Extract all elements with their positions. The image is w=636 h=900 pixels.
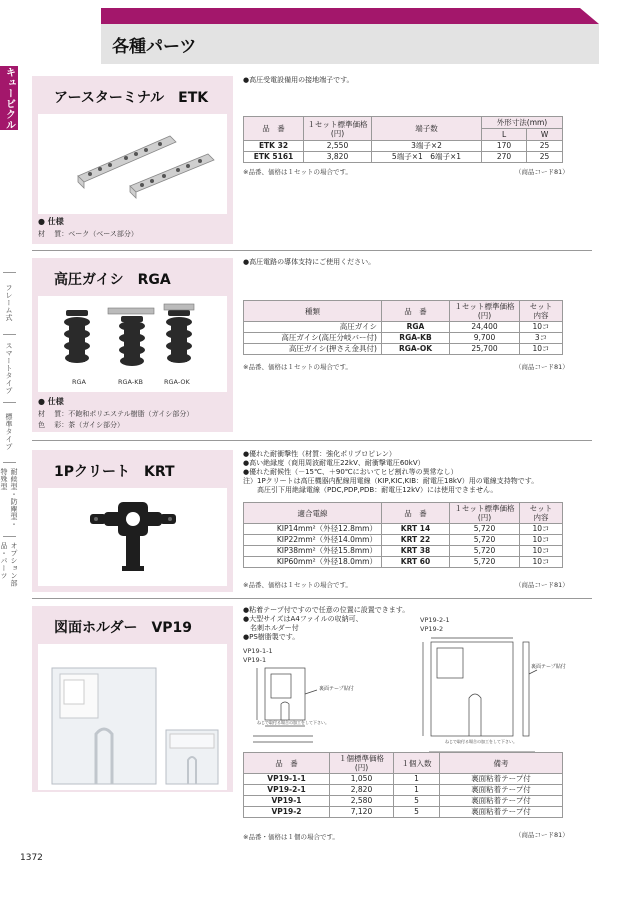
vp19-panel (32, 606, 233, 792)
vp19-drawing-label-2: VP19-2 (420, 625, 444, 633)
rga-kb-caption: RGA-KB (118, 378, 143, 386)
krt-note-2: ●高い絶縁度（商用周波耐電圧22kV、耐衝撃電圧60kV） (243, 459, 425, 467)
vp19-th-price: １個標準価格 (円) (330, 753, 394, 774)
vp19-footnote: ※品番・価格は１個の場合です。 (243, 833, 339, 841)
vp19-note-1: ●粘着テープ付ですので任意の位置に設置できます。 (243, 606, 410, 614)
vp19-note-4: ●PS樹脂製です。 (243, 633, 300, 641)
rga-note: ●高圧電路の導体支持にご使用ください。 (243, 258, 376, 266)
rga-spec-color: 色 彩：茶（ガイシ部分） (38, 421, 125, 429)
table-row: 高圧ガイシ(高圧分岐バー付) RGA-KB 9,700 3コ (244, 333, 563, 344)
table-row: ETK 5161 3,820 5端子×1 6端子×1 270 25 (244, 152, 563, 163)
krt-note-5: 高圧引下用絶縁電線（PDC,PDP,PDB：耐電圧12kV）には使用できません。 (243, 486, 498, 494)
etk-th-l: L (482, 129, 527, 141)
side-tab-options[interactable]: オプション部品・パーツ (0, 542, 18, 587)
table-row: VP19-2 7,120 5 裏面粘着テープ付 (244, 807, 563, 818)
krt-th-price: １セット標準価格 (円) (450, 503, 520, 524)
krt-note-1: ●優れた耐衝撃性（材質：強化ポリプロピレン） (243, 450, 396, 458)
etk-title-box (32, 76, 233, 112)
table-row: KIP14mm²（外径12.8mm） KRT 14 5,720 10コ (244, 524, 563, 535)
table-row: 高圧ガイシ(押さえ金具付) RGA-OK 25,700 10コ (244, 344, 563, 355)
section-divider (32, 250, 592, 251)
header-accent-bar (101, 8, 599, 24)
tab-divider (3, 272, 16, 273)
table-row: 高圧ガイシ RGA 24,400 10コ (244, 322, 563, 333)
tab-divider (3, 402, 16, 403)
etk-product-image (38, 114, 227, 214)
krt-title-box (32, 450, 233, 486)
vp19-note-3: 名刺ホルダー付 (243, 624, 299, 632)
etk-th-price: １セット標準価格 (円) (304, 117, 372, 141)
rga-ok-caption: RGA-OK (164, 378, 190, 386)
krt-product-code: （商品コード81） (515, 581, 569, 589)
etk-spec-heading: ● 仕様 (38, 217, 64, 226)
krt-note-3: ●優れた耐候性（－15℃、＋90℃においてヒビ割れ等の異常なし） (243, 468, 458, 476)
vp19-note-2: ●大型サイズはA4ファイルの収納可、 (243, 615, 363, 623)
rga-spec-heading: ● 仕様 (38, 397, 64, 406)
page-title: 各種パーツ (112, 37, 197, 57)
table-row: KIP60mm²（外径18.0mm） KRT 60 5,720 10コ (244, 557, 563, 568)
table-row: VP19-1-1 1,050 1 裏面粘着テープ付 (244, 774, 563, 785)
etk-product-code: （商品コード81） (515, 168, 569, 176)
vp19-th-remarks: 備考 (440, 753, 563, 774)
vp19-screw-note-right: ねじで取付る場合の加工をして下さい。 (445, 739, 517, 744)
rga-footnote: ※品番、価格は１セットの場合です。 (243, 363, 352, 371)
section-divider (32, 440, 592, 441)
vp19-product-image (38, 644, 227, 790)
etk-th-w: W (527, 129, 563, 141)
krt-th-set: セット 内容 (520, 503, 563, 524)
krt-th-part: 品 番 (382, 503, 450, 524)
etk-panel (32, 76, 233, 244)
vp19-th-qty: １個入数 (394, 753, 440, 774)
rga-title-box (32, 258, 233, 294)
table-row: ETK 32 2,550 3端子×2 170 25 (244, 141, 563, 152)
vp19-title: 図面ホルダー VP19 (54, 620, 193, 636)
rga-product-image (38, 296, 227, 392)
page-number: 1372 (20, 853, 43, 863)
section-divider (32, 598, 592, 599)
rga-panel (32, 258, 233, 432)
krt-table (243, 502, 563, 568)
etk-th-part: 品 番 (244, 117, 304, 141)
vp19-title-box (32, 606, 233, 642)
krt-panel (32, 450, 233, 592)
etk-th-terminals: 端子数 (372, 117, 482, 141)
vp19-th-part: 品 番 (244, 753, 330, 774)
table-row: KIP38mm²（外径15.8mm） KRT 38 5,720 10コ (244, 546, 563, 557)
side-tab-smart[interactable]: スマートタイプ (5, 341, 13, 395)
etk-title: アースターミナル ETK (54, 90, 209, 106)
etk-spec-material: 材 質：ベーク（ベース部分） (38, 230, 138, 238)
krt-note-4: 注）1Pクリートは高圧機器内配線用電線（KIP,KIC,KIB：耐電圧18kV）用の電線支持物です。 (243, 477, 539, 485)
rga-th-type: 種類 (244, 301, 382, 322)
rga-th-price: １セット標準価格 (円) (450, 301, 520, 322)
rga-title: 高圧ガイシ RGA (54, 272, 171, 288)
rga-product-code: （商品コード81） (515, 363, 569, 371)
vp19-large-drawing (415, 634, 575, 746)
vp19-tape-label-left: 裏面テープ貼付 (319, 686, 354, 692)
vp19-screw-note-left: ねじで取付る場合の加工をして下さい。 (257, 720, 329, 725)
krt-footnote: ※品番、価格は１セットの場合です。 (243, 581, 352, 589)
rga-spec-material: 材 質：不飽和ポリエステル樹脂（ガイシ部分） (38, 410, 194, 418)
vp19-drawing-label-1-1: VP19-1-1 (243, 647, 273, 655)
etk-th-dim: 外形寸法(mm) (482, 117, 563, 129)
tab-divider (3, 536, 16, 537)
side-tab-cubicle[interactable]: キュービクル (0, 66, 18, 130)
vp19-drawing-label-1: VP19-1 (243, 656, 267, 664)
vp19-small-drawing (243, 664, 383, 750)
vp19-tape-label-right: 裏面テープ貼付 (531, 664, 566, 670)
rga-table (243, 300, 563, 355)
tab-divider (3, 462, 16, 463)
side-tab-weatherproof[interactable]: 耐候型・防塵型・特殊型 (0, 468, 18, 528)
rga-th-set: セット 内容 (520, 301, 563, 322)
krt-title: 1Pクリート KRT (54, 464, 175, 480)
rga-caption: RGA (72, 378, 86, 386)
side-tab-standard[interactable]: 標準タイプ (5, 413, 13, 451)
rga-th-part: 品 番 (382, 301, 450, 322)
vp19-table (243, 752, 563, 818)
header-corner-fold (580, 8, 599, 24)
krt-product-image (38, 488, 227, 586)
etk-footnote: ※品番、価格は１セットの場合です。 (243, 168, 352, 176)
table-row: KIP22mm²（外径14.0mm） KRT 22 5,720 10コ (244, 535, 563, 546)
table-row: VP19-2-1 2,820 1 裏面粘着テープ付 (244, 785, 563, 796)
etk-table (243, 116, 563, 163)
tab-divider (3, 334, 16, 335)
table-row: VP19-1 2,580 5 裏面粘着テープ付 (244, 796, 563, 807)
vp19-product-code: （商品コード81） (515, 831, 569, 839)
etk-note: ●高圧受電設備用の接地端子です。 (243, 76, 354, 84)
krt-th-wire: 適合電線 (244, 503, 382, 524)
side-tab-frame[interactable]: フレーム式 (5, 284, 13, 322)
vp19-drawing-label-2-1: VP19-2-1 (420, 616, 450, 624)
